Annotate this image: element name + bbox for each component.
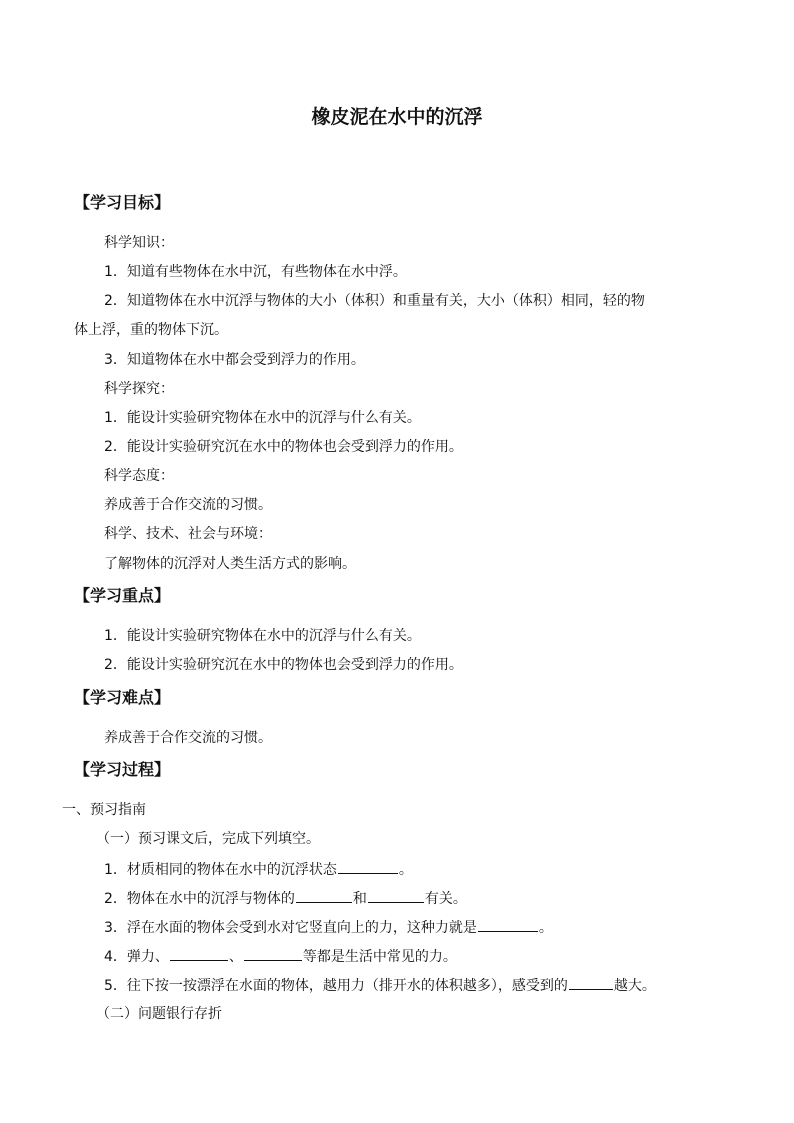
question-1-text: 1．材质相同的物体在水中的沉浮状态 (104, 862, 337, 878)
difficulty-1: 养成善于合作交流的习惯。 (104, 730, 272, 746)
goals-heading: 【学习目标】 (74, 193, 171, 212)
question-4-text: 4．弹力、 (104, 949, 169, 965)
attitude-text: 养成善于合作交流的习惯。 (104, 497, 272, 513)
question-2-mid: 和 (352, 891, 367, 907)
question-2-end: 有关。 (424, 891, 467, 907)
question-4-end: 等都是生活中常见的力。 (302, 949, 457, 965)
answer-blank[interactable] (170, 944, 228, 961)
question-3-end: 。 (538, 920, 553, 936)
answer-blank[interactable] (569, 973, 613, 990)
answer-blank[interactable] (338, 857, 398, 874)
answer-blank[interactable] (296, 886, 352, 903)
knowledge-item-1: 1．知道有些物体在水中沉，有些物体在水中浮。 (104, 264, 407, 280)
knowledge-label: 科学知识： (104, 235, 174, 251)
difficulties-heading: 【学习难点】 (74, 688, 171, 707)
question-3 (104, 915, 553, 939)
inquiry-item-2: 2．能设计实验研究沉在水中的物体也会受到浮力的作用。 (104, 439, 463, 455)
question-5-end: 越大。 (613, 978, 656, 994)
knowledge-item-2-line-1: 2．知道物体在水中沉浮与物体的大小（体积）和重量有关，大小（体积）相同，轻的物 (104, 293, 645, 309)
sts-text: 了解物体的沉浮对人类生活方式的影响。 (104, 556, 356, 572)
section-preview-guide: 一、预习指南 (62, 802, 146, 818)
question-4-sep: 、 (228, 949, 243, 965)
question-2-text: 2．物体在水中的沉浮与物体的 (104, 891, 295, 907)
question-5-text: 5．往下按一按漂浮在水面的物体，越用力（排开水的体积越多），感受到的 (104, 978, 568, 994)
question-3-text: 3．浮在水面的物体会受到水对它竖直向上的力，这种力就是 (104, 920, 477, 936)
question-5 (104, 973, 656, 997)
question-1-end: 。 (398, 862, 413, 878)
key-point-2: 2．能设计实验研究沉在水中的物体也会受到浮力的作用。 (104, 657, 463, 673)
subsection-fill-blanks: （一）预习课文后，完成下列填空。 (96, 831, 320, 847)
answer-blank[interactable] (368, 886, 424, 903)
knowledge-item-3: 3．知道物体在水中都会受到浮力的作用。 (104, 352, 365, 368)
page-title: 橡皮泥在水中的沉浮 (311, 106, 483, 128)
question-4 (104, 944, 457, 968)
inquiry-item-1: 1．能设计实验研究物体在水中的沉浮与什么有关。 (104, 410, 421, 426)
question-1 (104, 857, 413, 881)
key-points-heading: 【学习重点】 (74, 586, 171, 605)
key-point-1: 1．能设计实验研究物体在水中的沉浮与什么有关。 (104, 628, 421, 644)
knowledge-item-2-line-2: 体上浮，重的物体下沉。 (74, 322, 228, 338)
process-heading: 【学习过程】 (74, 760, 171, 779)
inquiry-label: 科学探究： (104, 381, 174, 397)
answer-blank[interactable] (244, 944, 302, 961)
attitude-label: 科学态度： (104, 468, 174, 484)
subsection-question-bank: （二）问题银行存折 (96, 1006, 222, 1022)
answer-blank[interactable] (478, 915, 538, 932)
sts-label: 科学、技术、社会与环境： (104, 526, 272, 542)
question-2 (104, 886, 467, 910)
